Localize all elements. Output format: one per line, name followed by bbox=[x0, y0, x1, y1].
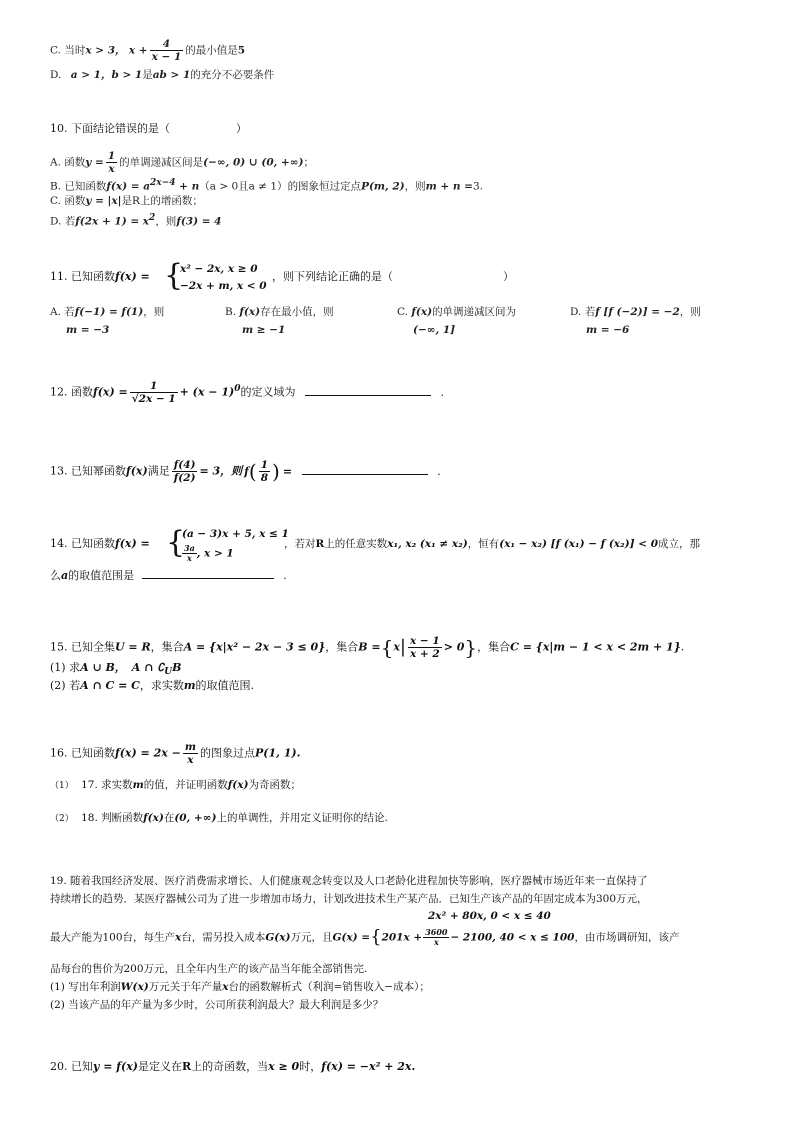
q15-B-num: x − 1 bbox=[410, 635, 440, 647]
q16-s1-pre: 17. 求实数 bbox=[81, 779, 133, 791]
q16-num: m bbox=[184, 741, 196, 753]
q15-mid2: ，集合 bbox=[325, 640, 359, 654]
q16-sub1 bbox=[50, 778, 301, 793]
q13-paren-close: ) bbox=[272, 459, 280, 484]
q9-d-post: 的充分不必要条件 bbox=[190, 69, 275, 81]
q10-b-func: f(x) = a bbox=[106, 180, 151, 193]
q10-a-mid: 的单调递减区间是 bbox=[119, 156, 204, 169]
q13-mid: 满足 bbox=[147, 464, 170, 478]
q13-den: f(2) bbox=[173, 472, 196, 484]
q11-d-text: 若 bbox=[584, 306, 596, 318]
q13-fraction bbox=[172, 459, 198, 484]
q11-option-b-line2: m ≥ −1 bbox=[242, 324, 286, 336]
q13-eq: = 3，则 bbox=[199, 464, 243, 478]
option-label: C. bbox=[50, 44, 61, 57]
option-label: A. bbox=[50, 156, 61, 169]
q10-b-cond: （a > 0且a ≠ 1） bbox=[199, 180, 288, 193]
q20-pre: 20. 已知 bbox=[50, 1060, 93, 1073]
q10-b-mid: 的图象恒过定点 bbox=[287, 180, 362, 193]
q19-p1-post: 台的函数解析式（利润=销售收入−成本）； bbox=[228, 981, 430, 993]
q19-line3-pre: 最大产能为100台，每生产 bbox=[50, 931, 176, 944]
q15-p2-math: A ∩ C = C bbox=[80, 679, 140, 692]
q13-in-den: 8 bbox=[260, 472, 269, 484]
q10-option-c bbox=[50, 194, 203, 208]
q15-mid3: ，集合 bbox=[477, 640, 511, 654]
q9-c-post: 的最小值是 bbox=[185, 44, 238, 57]
q13-eq2: = bbox=[282, 464, 293, 478]
q19-line3-post: ，由市场调研知，该产 bbox=[574, 931, 680, 944]
q11-fx: f(x) = bbox=[115, 270, 150, 283]
q10-c-math: y = |x| bbox=[85, 195, 122, 207]
q16-s2-post: 上的单调性，并用定义证明你的结论. bbox=[216, 812, 388, 824]
q14-answer-blank[interactable] bbox=[142, 568, 274, 579]
q11-option-d-line2: m = −6 bbox=[586, 324, 630, 336]
q19-p1-mid: 万元关于年产量 bbox=[148, 981, 223, 993]
q14-case2-fraction bbox=[182, 544, 197, 563]
q11-a-math: f(−1) = f(1) bbox=[74, 306, 144, 318]
q11-c-math: f(x) bbox=[411, 306, 433, 318]
q10-c-pre: 函数 bbox=[64, 195, 86, 207]
q12-pre: 12. 函数 bbox=[50, 385, 93, 399]
q10-option-a bbox=[50, 150, 314, 175]
q11-b-post: 存在最小值，则 bbox=[260, 306, 334, 318]
q14-case2-num: 3a bbox=[184, 543, 195, 553]
q19-case2-num: 3600 bbox=[425, 927, 448, 937]
q15-B-x: x bbox=[393, 640, 400, 654]
q16-mid: 的图象过点 bbox=[199, 746, 255, 760]
q14-line2-a: a bbox=[61, 569, 69, 582]
q14-post: 成立，那 bbox=[658, 538, 700, 550]
q14-mid2: 上的任意实数 bbox=[324, 538, 388, 550]
q16-s1-mid: 的值，并证明函数 bbox=[143, 779, 228, 791]
q15-p1-label: (1) 求 bbox=[50, 661, 81, 674]
q10-b-func2: + n bbox=[175, 180, 200, 193]
q19-Gx: G(x) bbox=[265, 931, 291, 944]
q14-pre: 14. 已知函数 bbox=[50, 537, 115, 550]
option-label: B. bbox=[50, 180, 62, 193]
q19-p1-W: W(x) bbox=[120, 981, 149, 993]
q14-brace: { bbox=[166, 525, 186, 560]
q16-fx: f(x) = 2x − bbox=[115, 746, 181, 760]
q20-mid: 是定义在 bbox=[137, 1060, 182, 1073]
q15-end: . bbox=[680, 640, 685, 654]
q19-line4: 品每台的售价为200万元，且全年内生产的该产品当年能全部销售完. bbox=[50, 963, 368, 975]
q10-d-math2: f(3) = 4 bbox=[176, 215, 222, 228]
q12-fraction bbox=[130, 380, 178, 405]
q10-b-mid2: ，则 bbox=[404, 180, 426, 193]
q9-c-cond: x > 3， bbox=[85, 44, 126, 57]
q10-d-pre: 若 bbox=[64, 215, 76, 228]
q15-p1-math3: B bbox=[172, 661, 182, 674]
q14-mid: ，若对 bbox=[284, 538, 316, 550]
q20-formula: f(x) = −x² + 2x. bbox=[321, 1060, 416, 1073]
q11-pre: 11. 已知函数 bbox=[50, 270, 115, 283]
q16-s2-mid: 在 bbox=[163, 812, 175, 824]
q15-part1 bbox=[50, 661, 181, 679]
q10-c-post: 是R上的增函数； bbox=[121, 195, 203, 207]
q20-mid3: 时， bbox=[299, 1060, 322, 1073]
q14-case2 bbox=[182, 544, 234, 563]
q19-p1-x: x bbox=[222, 981, 229, 993]
q16-den: x bbox=[187, 754, 194, 766]
q15-brace-open: { bbox=[380, 635, 394, 660]
q19-case2-post: − 2100, 40 < x ≤ 100 bbox=[450, 931, 575, 944]
q14-case1: (a − 3)x + 5, x ≤ 1 bbox=[182, 528, 289, 540]
q19-Gx2: G(x) = bbox=[332, 931, 371, 944]
q10-option-b bbox=[50, 176, 483, 194]
q16-sub2 bbox=[50, 811, 388, 826]
q10-a-end: ； bbox=[303, 156, 314, 169]
q11-option-d bbox=[570, 305, 701, 319]
q15-p2-label: (2) 若 bbox=[50, 679, 81, 692]
q12-post: 的定义域为 bbox=[240, 385, 296, 399]
q20-mid2: 上的奇函数，当 bbox=[191, 1060, 269, 1073]
q16-pre: 16. 已知函数 bbox=[50, 746, 115, 760]
q15-A: A = {x|x² − 2x − 3 ≤ 0} bbox=[183, 640, 326, 654]
q19-part2: (2) 当该产品的年产量为多少时，公司所获利润最大？最大利润是多少？ bbox=[50, 999, 384, 1011]
q14-line2-pre: 么 bbox=[50, 569, 61, 582]
q10-a-num: 1 bbox=[107, 150, 116, 162]
q14-line2 bbox=[50, 568, 287, 583]
q13-num: f(4) bbox=[173, 459, 196, 471]
q12-answer-blank[interactable] bbox=[305, 385, 431, 396]
q19-x1: x bbox=[175, 931, 182, 944]
q19-line3-mid2: 万元，且 bbox=[290, 931, 333, 944]
q12-mid: + (x − 1) bbox=[179, 385, 235, 399]
q14-line2-post: 的取值范围是 bbox=[68, 569, 135, 582]
q13-in-num: 1 bbox=[260, 459, 269, 471]
q15-B-post: > 0 bbox=[443, 640, 465, 654]
q15-stem bbox=[50, 635, 684, 660]
q15-B-pre: B = bbox=[358, 640, 381, 654]
q9-c-pre: 当时 bbox=[64, 44, 86, 57]
q12-end: . bbox=[440, 385, 444, 399]
q15-bar: | bbox=[399, 636, 406, 658]
q19-case1: 2x² + 80x, 0 < x ≤ 40 bbox=[428, 910, 551, 922]
q11-case1: x² − 2x, x ≥ 0 bbox=[180, 263, 258, 275]
q15-p2-mid: ，求实数 bbox=[139, 679, 184, 692]
q10-d-math1: f(2x + 1) = x bbox=[75, 215, 150, 228]
q19-line3 bbox=[50, 928, 679, 947]
q19-p1-pre: (1) 写出年利润 bbox=[50, 981, 121, 993]
q15-B-fraction bbox=[408, 635, 442, 660]
q14-case2-den: x bbox=[186, 553, 192, 563]
q12-fx: f(x) = bbox=[93, 385, 128, 399]
q16-s1-m: m bbox=[132, 779, 144, 791]
q10-a-interval: (−∞, 0) ∪ (0, +∞) bbox=[203, 156, 304, 169]
q11-d-post: ，则 bbox=[679, 306, 701, 318]
q11-stem-post: ，则下列结论正确的是（ ） bbox=[272, 270, 514, 283]
q10-d-exp: 2 bbox=[149, 213, 156, 223]
q10-b-pre: 已知函数 bbox=[64, 180, 107, 193]
q13-end: . bbox=[437, 464, 441, 478]
q16-s1-fx: f(x) bbox=[227, 779, 249, 791]
q19-line1: 19. 随着我国经济发展、医疗消费需求增长、人们健康观念转变以及人口老龄化进程加快等影响，医疗器械市场近年来一直保持了 bbox=[50, 875, 648, 887]
q10-b-end: 3. bbox=[472, 180, 483, 193]
q19-brace: { bbox=[370, 926, 382, 948]
option-label: D. bbox=[570, 306, 582, 318]
q12-exp: 0 bbox=[234, 383, 241, 394]
q11-a-text: 若 bbox=[64, 306, 75, 318]
q19-line2: 持续增长的趋势．某医疗器械公司为了进一步增加市场力，计划改进技术生产某产品．已知生产该产品的年固定成本为300万元， bbox=[50, 893, 648, 905]
q15-pre: 15. 已知全集 bbox=[50, 640, 115, 654]
option-label: B. bbox=[225, 306, 237, 318]
q14-case2-post: , x > 1 bbox=[196, 547, 234, 560]
q9-c-fraction bbox=[150, 38, 184, 63]
q15-C: C = {x|m − 1 < x < 2m + 1} bbox=[510, 640, 681, 654]
q20-fx: y = f(x) bbox=[93, 1060, 138, 1073]
q11-b-math: f(x) bbox=[239, 306, 261, 318]
q10-a-pre: 函数 bbox=[64, 156, 86, 169]
q10-stem: 10. 下面结论错误的是（ ） bbox=[50, 122, 247, 135]
q16-s2-tag: （2） bbox=[50, 814, 74, 824]
q10-d-mid: ，则 bbox=[155, 215, 177, 228]
q20-stem bbox=[50, 1060, 415, 1074]
q15-mid1: ，集合 bbox=[150, 640, 184, 654]
q13-stem bbox=[50, 459, 441, 484]
q16-s1-post: 为奇函数； bbox=[248, 779, 301, 791]
q14-end: . bbox=[283, 569, 287, 582]
q16-stem bbox=[50, 741, 300, 766]
q9-d-math2: ab > 1 bbox=[152, 69, 191, 81]
q15-p2-m: m bbox=[183, 679, 196, 692]
q11-a-post: ，则 bbox=[143, 306, 165, 318]
q16-s2-interval: (0, +∞) bbox=[174, 812, 217, 824]
q15-U: U = R bbox=[115, 640, 151, 654]
q19-case2-fraction bbox=[423, 928, 449, 947]
option-label: D. bbox=[50, 69, 62, 81]
q11-option-b bbox=[225, 305, 334, 319]
q12-stem bbox=[50, 380, 444, 405]
q9-option-c bbox=[50, 38, 245, 63]
q19-case2-den: x bbox=[433, 937, 439, 947]
option-label: A. bbox=[50, 306, 61, 318]
q13-f: f bbox=[244, 464, 249, 478]
q11-option-c-line2: (−∞, 1] bbox=[413, 324, 456, 336]
q9-d-mid: 是 bbox=[142, 69, 153, 81]
q11-option-c bbox=[397, 305, 516, 319]
q11-brace: { bbox=[164, 258, 184, 293]
q11-c-post: 的单调递减区间为 bbox=[432, 306, 517, 318]
q19-case2-pre: 201x + bbox=[381, 931, 423, 944]
q20-cond: x ≥ 0 bbox=[268, 1060, 300, 1073]
q9-c-expr: x + bbox=[128, 44, 148, 57]
q15-p1-sub: U bbox=[164, 667, 173, 678]
q11-option-a-line2: m = −3 bbox=[66, 324, 110, 336]
q14-fx: f(x) = bbox=[115, 537, 150, 550]
q16-fraction bbox=[183, 741, 198, 766]
q15-B-den: x + 2 bbox=[410, 648, 440, 660]
q11-stem-pre bbox=[50, 270, 150, 284]
q16-s2-pre: 18. 判断函数 bbox=[81, 812, 144, 824]
q15-brace-close: } bbox=[464, 635, 478, 660]
q11-option-a bbox=[50, 305, 164, 319]
q13-fx: f(x) bbox=[126, 464, 148, 478]
q12-num: 1 bbox=[130, 380, 178, 393]
q15-p1-math2: A ∩ ∁ bbox=[131, 661, 165, 674]
q19-line3-mid: 台，需另投入成本 bbox=[181, 931, 266, 944]
q19-part1 bbox=[50, 980, 430, 994]
q14-vars: x₁, x₂ (x₁ ≠ x₂) bbox=[387, 538, 468, 550]
q11-d-math: f [f (−2)] = −2 bbox=[595, 306, 680, 318]
q11-case2: −2x + m, x < 0 bbox=[180, 280, 267, 292]
q13-answer-blank[interactable] bbox=[302, 464, 428, 475]
q14-stem-post bbox=[284, 537, 700, 551]
q13-inner-fraction bbox=[259, 459, 270, 484]
q10-a-den: x bbox=[108, 163, 115, 175]
q16-s2-fx: f(x) bbox=[143, 812, 164, 824]
q10-a-y: y = bbox=[85, 156, 104, 169]
q15-part2 bbox=[50, 679, 254, 693]
q12-den: √2x − 1 bbox=[131, 393, 176, 405]
q14-R: R bbox=[315, 538, 325, 550]
q9-c-num: 4 bbox=[150, 38, 184, 51]
q14-ineq: (x₁ − x₂) [f (x₁) − f (x₂)] < 0 bbox=[499, 538, 658, 550]
q13-paren-open: ( bbox=[248, 459, 257, 484]
q15-p2-post: 的取值范围. bbox=[195, 679, 255, 692]
q10-b-exp: 2x−4 bbox=[150, 178, 176, 188]
q9-c-val: 5 bbox=[237, 44, 246, 57]
q9-option-d bbox=[50, 68, 274, 82]
q13-pre: 13. 已知幂函数 bbox=[50, 464, 126, 478]
option-label: C. bbox=[50, 195, 61, 207]
q20-R: R bbox=[181, 1060, 192, 1073]
q10-option-d bbox=[50, 211, 222, 229]
q14-stem-pre bbox=[50, 537, 150, 551]
q14-mid3: ，恒有 bbox=[467, 538, 500, 550]
option-label: C. bbox=[397, 306, 408, 318]
q10-b-point: P(m, 2) bbox=[361, 180, 405, 193]
q16-point: P(1, 1). bbox=[254, 746, 301, 760]
q15-p1-math1: A ∪ B， bbox=[80, 661, 126, 674]
q10-b-math: m + n = bbox=[425, 180, 473, 193]
q9-c-den: x − 1 bbox=[151, 51, 182, 63]
q10-a-fraction bbox=[106, 150, 117, 175]
q16-s1-tag: （1） bbox=[50, 781, 74, 791]
q9-d-math1: a > 1，b > 1 bbox=[70, 69, 143, 81]
option-label: D. bbox=[50, 215, 62, 228]
